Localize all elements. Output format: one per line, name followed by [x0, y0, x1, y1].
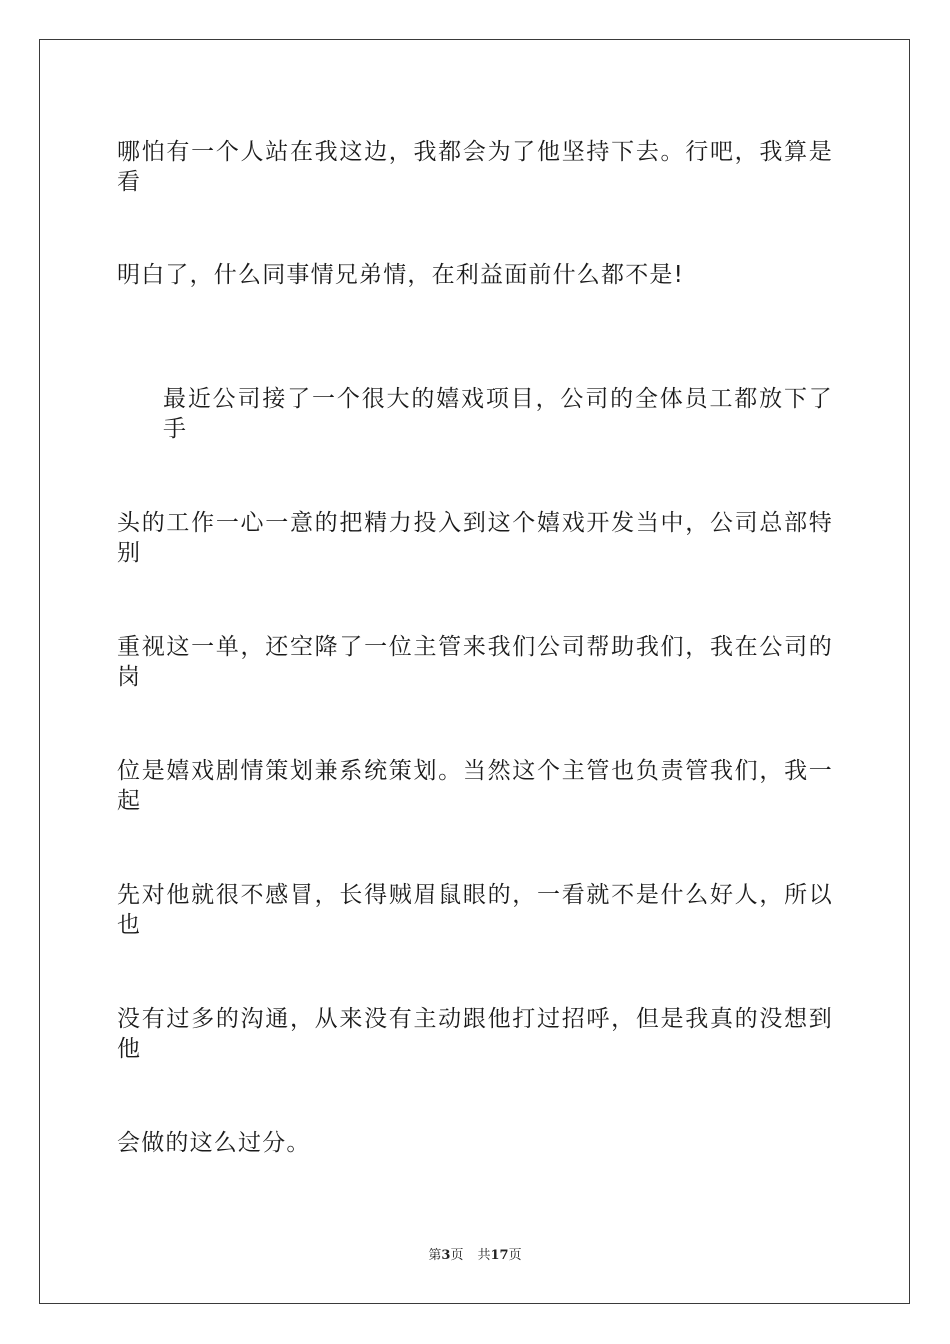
page-suffix: 页	[450, 1248, 464, 1263]
text-line-4: 头的工作一心一意的把精力投入到这个嬉戏开发当中，公司总部特别	[117, 510, 833, 566]
page-border	[39, 39, 910, 1304]
text-line-7: 先对他就很不感冒，长得贼眉鼠眼的，一看就不是什么好人，所以也	[117, 882, 833, 938]
text-line-9: 会做的这么过分。	[117, 1130, 311, 1156]
total-prefix: 共	[477, 1248, 491, 1263]
text-line-3: 最近公司接了一个很大的嬉戏项目，公司的全体员工都放下了手	[163, 386, 833, 442]
page-footer	[0, 1248, 950, 1264]
text-line-8: 没有过多的沟通，从来没有主动跟他打过招呼，但是我真的没想到他	[117, 1006, 833, 1062]
text-line-6: 位是嬉戏剧情策划兼系统策划。当然这个主管也负责管我们，我一起	[117, 758, 833, 814]
text-line-1: 哪怕有一个人站在我这边，我都会为了他坚持下去。行吧，我算是看	[117, 139, 833, 195]
page-number: 3	[441, 1248, 451, 1263]
total-pages: 17	[490, 1248, 509, 1263]
total-suffix: 页	[508, 1248, 522, 1263]
page-prefix: 第	[428, 1248, 442, 1263]
text-line-5: 重视这一单，还空降了一位主管来我们公司帮助我们，我在公司的岗	[117, 634, 833, 690]
text-line-2: 明白了，什么同事情兄弟情，在利益面前什么都不是!	[117, 262, 685, 288]
